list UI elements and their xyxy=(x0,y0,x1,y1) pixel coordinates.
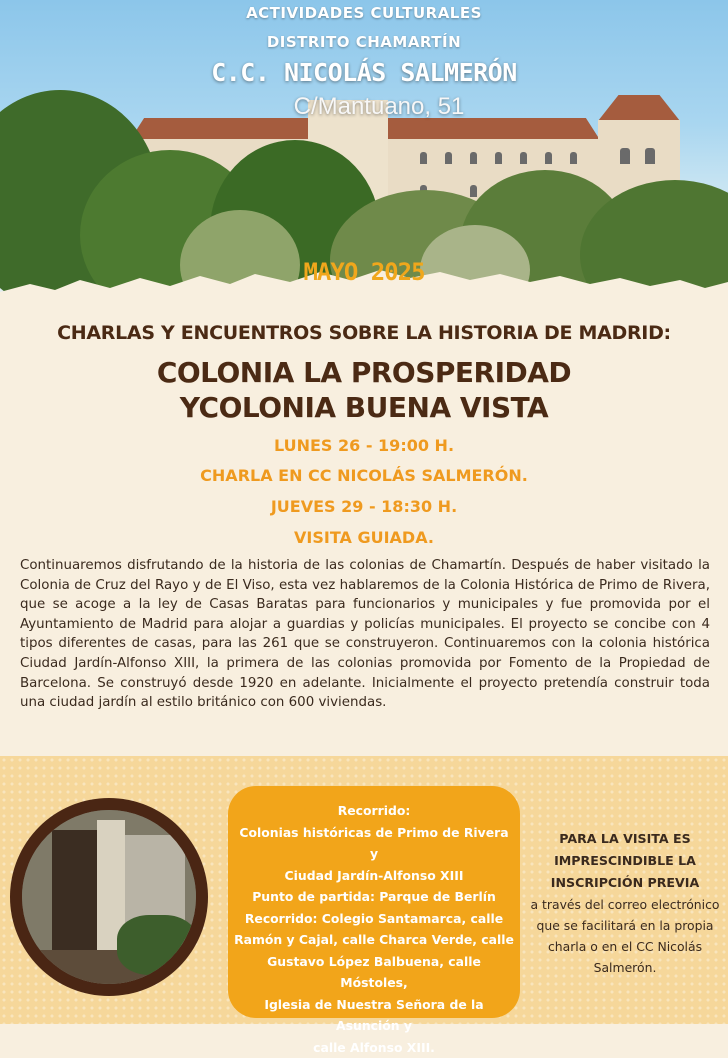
window xyxy=(520,152,527,164)
window xyxy=(445,152,452,164)
registration-note xyxy=(527,828,723,978)
window xyxy=(620,148,630,164)
route-heading: Recorrido: xyxy=(234,800,514,822)
header-line-1: ACTIVIDADES CULTURALES xyxy=(0,4,728,22)
street-photo xyxy=(22,810,196,984)
header-line-2: DISTRITO CHAMARTÍN xyxy=(0,33,728,51)
window xyxy=(470,185,477,197)
address: C/Mantuano, 51 xyxy=(15,93,728,121)
window xyxy=(570,152,577,164)
route-line: Gustavo López Balbuena, calle Móstoles, xyxy=(234,951,514,994)
route-line: Punto de partida: Parque de Berlín xyxy=(234,886,514,908)
window xyxy=(420,152,427,164)
route-line: Recorrido: Colegio Santamarca, calle xyxy=(234,908,514,930)
schedule-talk-place: CHARLA EN CC NICOLÁS SALMERÓN. xyxy=(0,466,728,485)
route-line: Ramón y Cajal, calle Charca Verde, calle xyxy=(234,929,514,951)
event-title-line-1: COLONIA LA PROSPERIDAD xyxy=(0,356,728,389)
registration-line: a través del correo electrónico xyxy=(527,894,723,915)
route-line: calle Alfonso XIII. xyxy=(234,1037,514,1058)
registration-line: charla o en el CC Nicolás xyxy=(527,936,723,957)
window xyxy=(545,152,552,164)
route-line: Iglesia de Nuestra Señora de la Asunción y xyxy=(234,994,514,1037)
registration-bold-line: IMPRESCINDIBLE LA xyxy=(527,850,723,872)
schedule-talk-date: LUNES 26 - 19:00 H. xyxy=(0,436,728,455)
schedule-visit-date: JUEVES 29 - 18:30 H. xyxy=(0,497,728,516)
registration-line: Salmerón. xyxy=(527,957,723,978)
cultural-center-name: C.C. NICOLÁS SALMERÓN xyxy=(0,58,728,87)
registration-bold-line: INSCRIPCIÓN PREVIA xyxy=(527,872,723,894)
window xyxy=(470,152,477,164)
series-title: CHARLAS Y ENCUENTROS SOBRE LA HISTORIA DE MADRID: xyxy=(0,322,728,344)
photo-door xyxy=(52,830,97,950)
route-line: Colonias históricas de Primo de Rivera y xyxy=(234,822,514,865)
schedule-visit-type: VISITA GUIADA. xyxy=(0,528,728,547)
photo-plants xyxy=(117,915,196,975)
registration-line: que se facilitará en la propia xyxy=(527,915,723,936)
event-title-line-2: YCOLONIA BUENA VISTA xyxy=(0,391,728,424)
route-info xyxy=(234,800,514,1058)
window xyxy=(495,152,502,164)
registration-bold-line: PARA LA VISITA ES xyxy=(527,828,723,850)
route-line: Ciudad Jardín-Alfonso XIII xyxy=(234,865,514,887)
window xyxy=(645,148,655,164)
description-paragraph: Continuaremos disfrutando de la historia de las colonias de Chamartín. Después de haber visitado la Colonia de Cruz del Rayo y de El Viso, esta vez hablaremos de la Colonia Histórica de Primo de Rivera, que se acoge a la ley de Casas Baratas para funcionarios y municipales y fue promovida por el Ayuntamiento de Madrid para alojar a guardias y policías municipales. El proyecto se concibe con 4 tipos diferentes de casas, para las 261 que se construyeron. Continuaremos con la colonia histórica Ciudad Jardín-Alfonso XIII, la primera de las colonias promovida por Fomento de la Propiedad de Barcelona. Se construyó desde 1920 en adelante. Inicialmente el proyecto pretendía construir toda una ciudad jardín al estilo británico con 600 viviendas. xyxy=(20,556,710,713)
month-label: MAYO 2025 xyxy=(0,258,728,286)
